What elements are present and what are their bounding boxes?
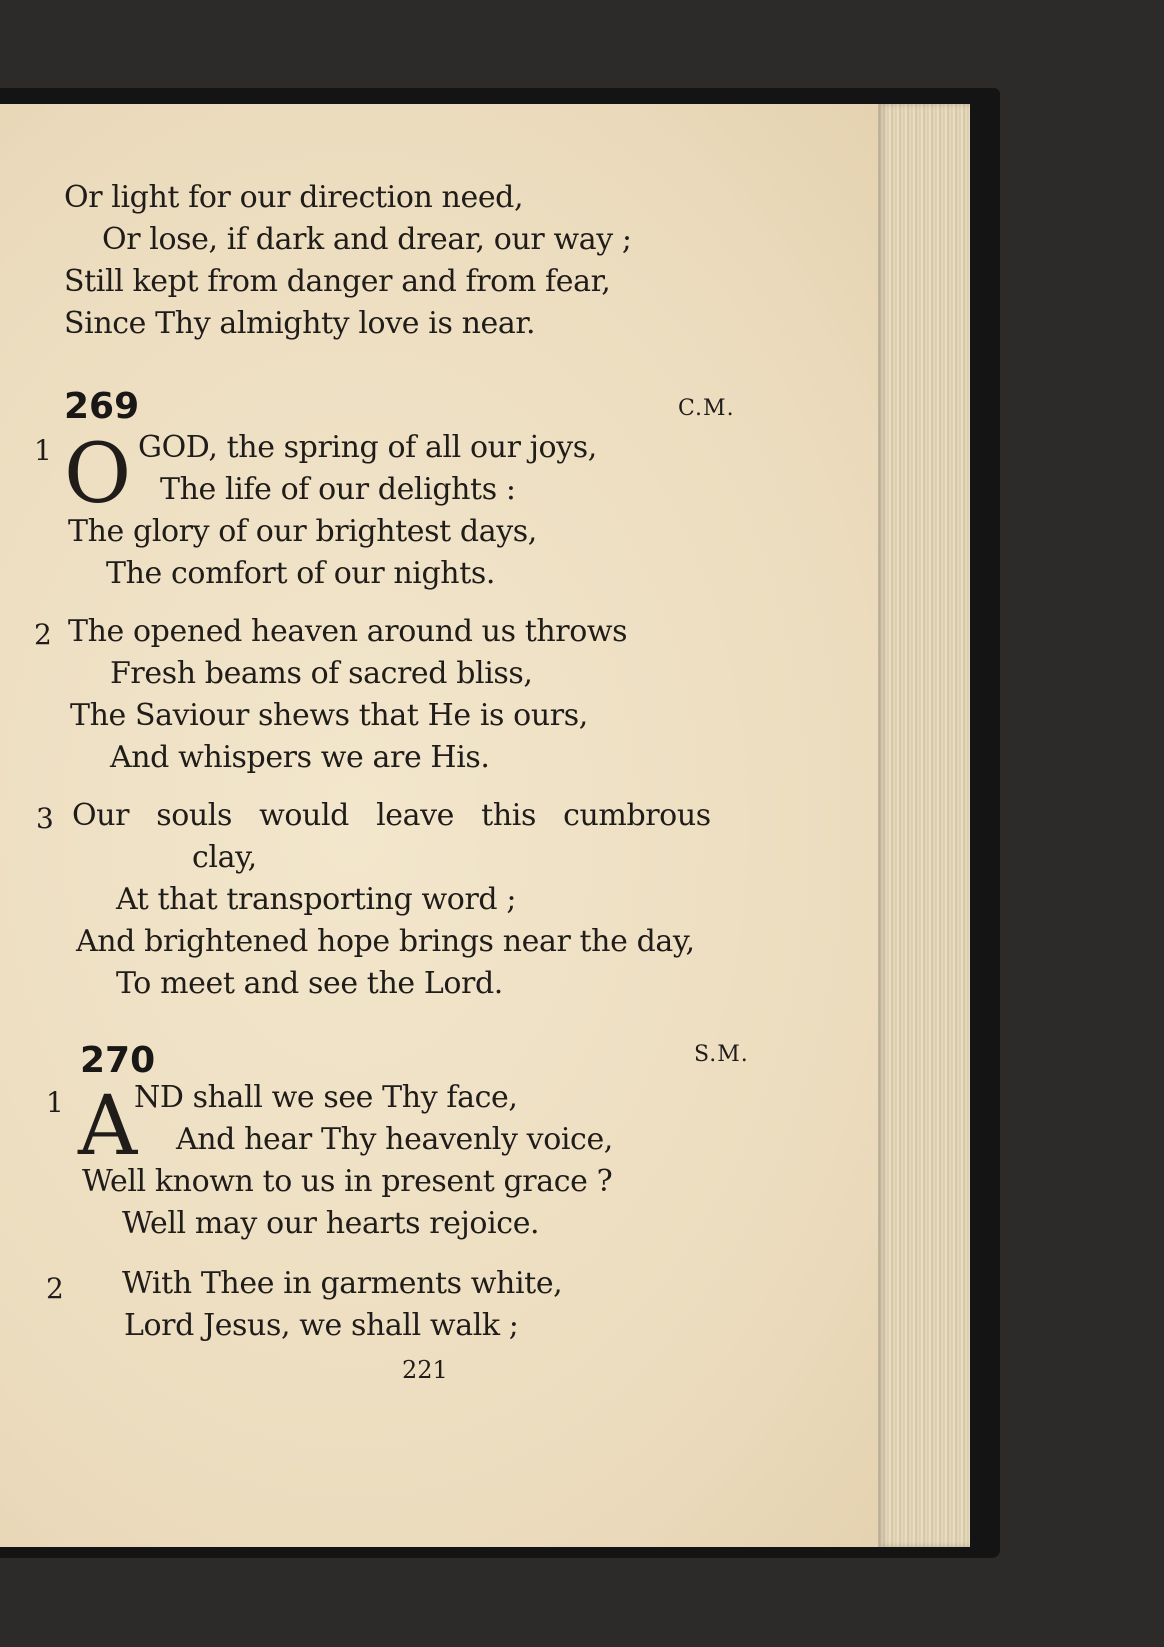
hymn-line: Our souls would leave this cumbrous (72, 798, 711, 833)
hymn-line: And hear Thy heavenly voice, (176, 1122, 613, 1157)
hymn-line: The opened heaven around us throws (68, 614, 628, 649)
hymn-line: Well may our hearts rejoice. (122, 1206, 540, 1241)
hymn-line: Fresh beams of sacred bliss, (110, 656, 533, 691)
page-edges (878, 104, 970, 1547)
verse-number: 2 (46, 1272, 64, 1305)
hymn-line: At that transporting word ; (116, 882, 517, 917)
hymn-line: clay, (192, 840, 257, 875)
hymn-line: And whispers we are His. (110, 740, 490, 775)
hymn-line: With Thee in garments white, (122, 1266, 563, 1301)
hymn-meter: S.M. (694, 1042, 749, 1067)
hymn-line: Still kept from danger and from fear, (64, 264, 611, 299)
hymn-number: 269 (64, 386, 140, 427)
hymn-line: Or light for our direction need, (64, 180, 524, 215)
verse-number: 2 (34, 618, 52, 651)
hymn-line: ND shall we see Thy face, (134, 1080, 518, 1115)
hymn-line: The comfort of our nights. (106, 556, 496, 591)
hymn-line: The Saviour shews that He is ours, (70, 698, 588, 733)
hymn-line: Well known to us in present grace ? (82, 1164, 613, 1199)
verse-number: 1 (46, 1086, 64, 1119)
drop-cap: A (78, 1079, 138, 1174)
hymn-line: The life of our delights : (160, 472, 516, 507)
hymn-meter: C.M. (678, 396, 735, 421)
drop-cap: O (64, 427, 132, 522)
hymn-line: Or lose, if dark and drear, our way ; (102, 222, 632, 257)
hymn-line: GOD, the spring of all our joys, (138, 430, 597, 465)
page-number: 221 (402, 1356, 448, 1384)
hymn-line: Lord Jesus, we shall walk ; (124, 1308, 519, 1343)
hymn-line: Since Thy almighty love is near. (64, 306, 536, 341)
hymn-number: 270 (80, 1040, 156, 1081)
verse-number: 1 (34, 434, 52, 467)
hymn-line: And brightened hope brings near the day, (76, 924, 695, 959)
hymn-line: The glory of our brightest days, (68, 514, 537, 549)
hymn-line: To meet and see the Lord. (116, 966, 503, 1001)
verse-number: 3 (36, 802, 54, 835)
